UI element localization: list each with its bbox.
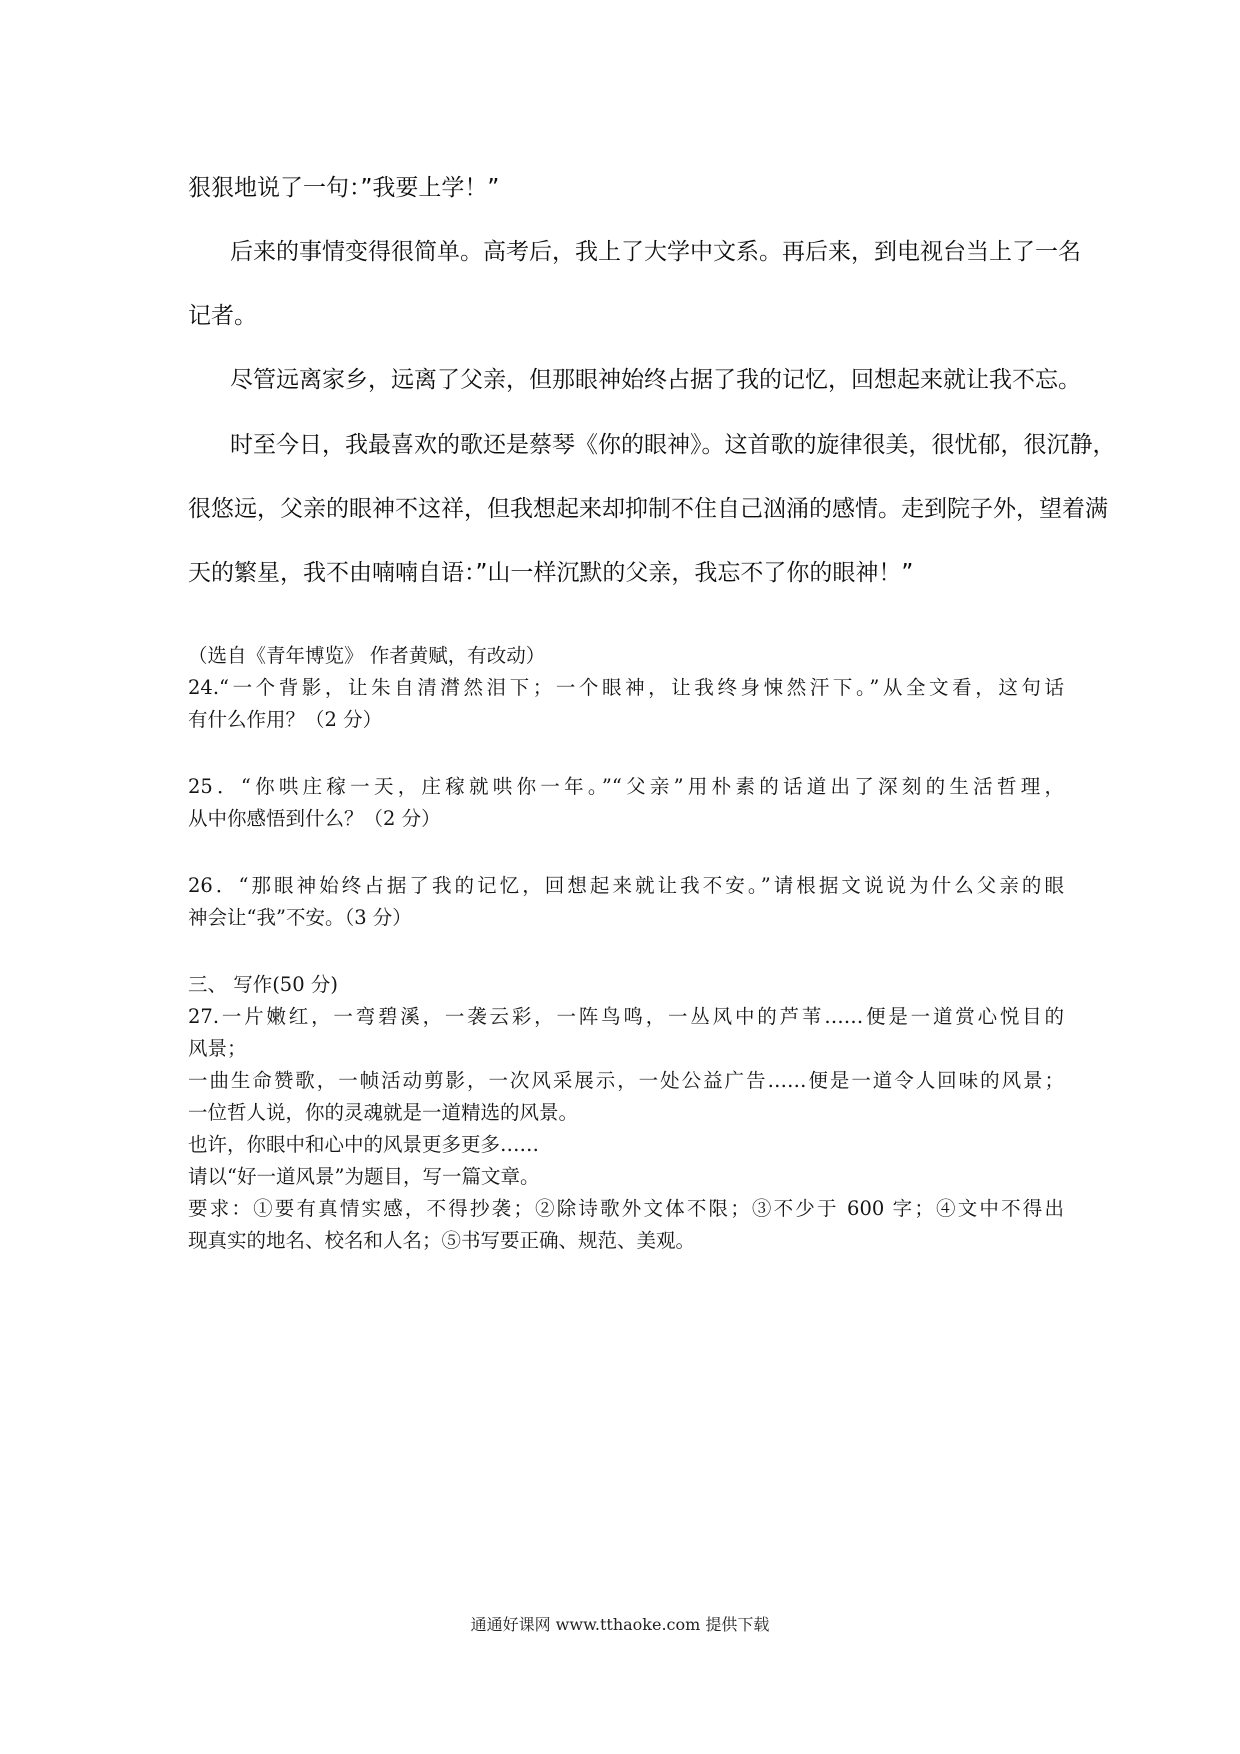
- writing-line: 现真实的地名、校名和人名；⑤书写要正确、规范、美观。: [188, 1229, 696, 1252]
- writing-line: 一曲生命赞歌，一帧活动剪影，一次风采展示，一处公益广告……便是一道令人回味的风景；: [188, 1069, 1064, 1092]
- essay-line: 记者。: [188, 303, 257, 329]
- essay-line: 时至今日，我最喜欢的歌还是蔡琴《你的眼神》。这首歌的旋律很美，很忧郁，很沉静，: [230, 432, 1116, 458]
- writing-line: 要求：①要有真情实感，不得抄袭；②除诗歌外文体不限；③不少于 600 字；④文中不得出: [188, 1197, 1064, 1220]
- writing-line: 请以“好一道风景”为题目，写一篇文章。: [188, 1165, 540, 1188]
- question-26-line2: 神会让“我”不安。（3 分）: [188, 906, 412, 929]
- question-24-line1: 24.“一个背影，让朱自清潸然泪下；一个眼神，让我终身悚然汗下。”从全文看，这句话: [188, 676, 1064, 699]
- question-26-line1: 26．“那眼神始终占据了我的记忆，回想起来就让我不安。”请根据文说说为什么父亲的眼: [188, 874, 1064, 897]
- essay-line: 很悠远，父亲的眼神不这祥，但我想起来却抑制不住自己汹涌的感情。走到院子外，望着满: [188, 496, 1108, 522]
- essay-line: 尽管远离家乡，远离了父亲，但那眼神始终占据了我的记忆，回想起来就让我不忘。: [230, 367, 1081, 393]
- writing-heading: 三、 写作(50 分): [188, 973, 338, 996]
- question-25-line2: 从中你感悟到什么？（2 分）: [188, 807, 441, 830]
- page-footer: 通通好课网 www.tthaoke.com 提供下载: [470, 1615, 770, 1634]
- essay-line: 后来的事情变得很简单。高考后，我上了大学中文系。再后来，到电视台当上了一名: [230, 239, 1081, 265]
- writing-line: 风景；: [188, 1037, 247, 1060]
- writing-line: 也许，你眼中和心中的风景更多更多……: [188, 1133, 540, 1156]
- question-24-line2: 有什么作用？（2 分）: [188, 708, 383, 731]
- question-25-line1: 25．“你哄庄稼一天，庄稼就哄你一年。”“父亲”用朴素的话道出了深刻的生活哲理，: [188, 775, 1064, 798]
- writing-line: 一位哲人说，你的灵魂就是一道精选的风景。: [188, 1101, 579, 1124]
- essay-line: 狠狠地说了一句：”我要上学！”: [188, 175, 500, 201]
- source-note: （选自《青年博览》 作者黄赋，有改动）: [188, 644, 546, 667]
- writing-line: 27.一片嫩红，一弯碧溪，一袭云彩，一阵鸟鸣，一丛风中的芦苇……便是一道赏心悦目的: [188, 1005, 1064, 1028]
- essay-line: 天的繁星，我不由喃喃自语：”山一样沉默的父亲，我忘不了你的眼神！”: [188, 560, 914, 586]
